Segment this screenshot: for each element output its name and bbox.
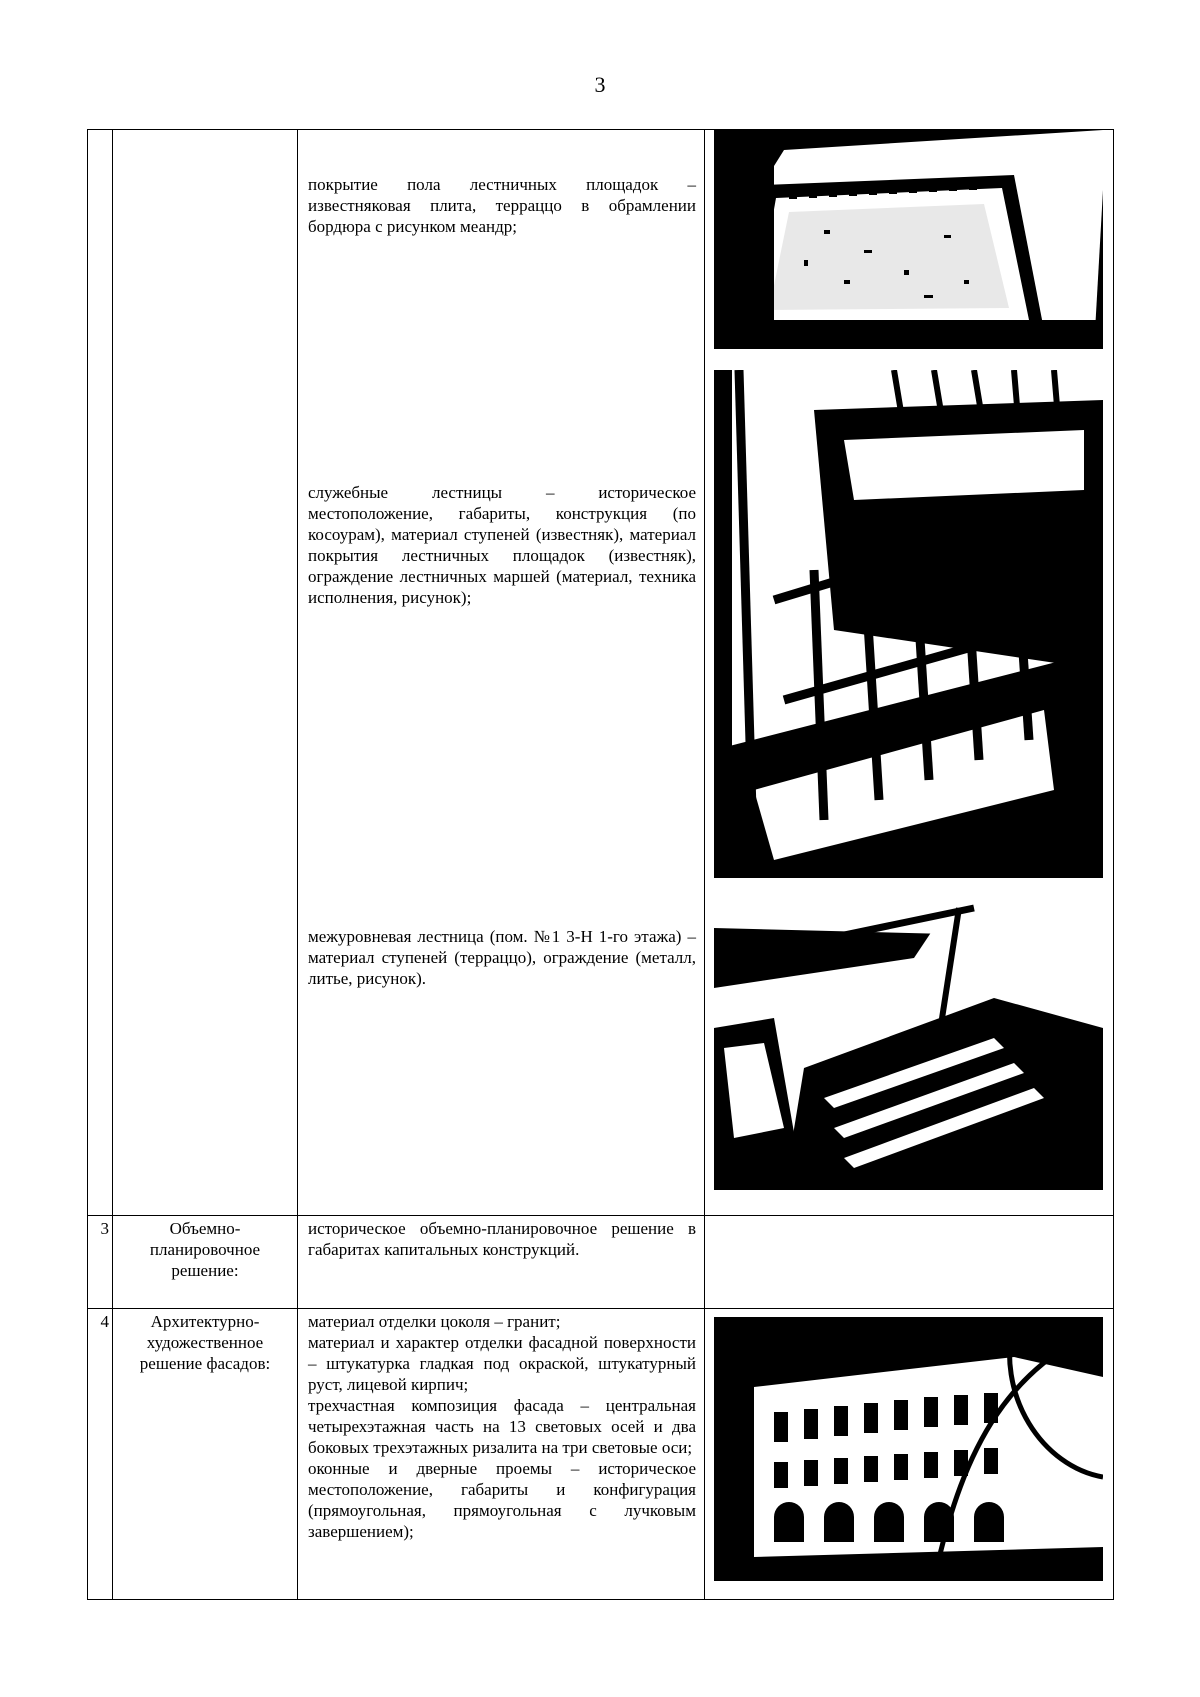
row-label: Архитектурно-художественное решение фасадов:	[113, 1309, 298, 1600]
service-staircase-text: служебные лестницы – историческое местоположение, габариты, конструкция (по косоурам), материал ступеней (известняк), материал покрытия лестничных площадок (известняк), ограждение лестничных маршей (материал, техника исполнения, рисунок);	[308, 483, 696, 607]
volume-planning-text: историческое объемно-планировочное решение в габаритах капитальных конструкций.	[308, 1219, 696, 1259]
row-text-cell	[298, 1309, 705, 1600]
inter-level-staircase-photo	[714, 898, 1103, 1190]
row-number: 3	[88, 1216, 113, 1309]
stair-landing-meander-floor-photo	[714, 130, 1103, 349]
inter-level-staircase-text: межуровневая лестница (пом. №1 3-Н 1-го этажа) – материал ступеней (терраццо), ограждение (металл, литье, рисунок).	[308, 927, 696, 988]
facade-paragraph: трехчастная композиция фасада – центральная четырехэтажная часть на 13 световых осей и два боковых трехэтажных ризалита на три световые оси;	[308, 1396, 696, 1457]
row-photo-cell	[705, 1309, 1114, 1600]
facade-paragraph: материал и характер отделки фасадной поверхности – штукатурка гладкая под окраской, штукатурный руст, лицевой кирпич;	[308, 1333, 696, 1394]
row-photo-cell-empty	[705, 1216, 1114, 1309]
table-row-continued	[88, 130, 1114, 1216]
table-row-4	[88, 1309, 1114, 1600]
page-number: 3	[594, 72, 606, 97]
monument-subject-table	[87, 129, 1114, 1600]
row-number: 4	[88, 1309, 113, 1600]
building-facade-photo	[714, 1317, 1103, 1581]
facade-paragraph: оконные и дверные проемы – историческое местоположение, габариты и конфигурация (прямоугольная, прямоугольная с лучковым завершением);	[308, 1459, 696, 1541]
facade-paragraph: материал отделки цоколя – гранит;	[308, 1312, 561, 1331]
stair-landing-floor-text: покрытие пола лестничных площадок – известняковая плита, терраццо в обрамлении бордюра с рисунком меандр;	[308, 175, 696, 236]
row-photo-cell	[705, 130, 1114, 1216]
row-number-cell	[88, 130, 113, 1216]
row-label-cell	[113, 130, 298, 1216]
row-label: Объемно-планировочное решение:	[113, 1216, 298, 1309]
row-text-cell	[298, 1216, 705, 1309]
row-text-cell	[298, 130, 705, 1216]
service-staircase-railing-photo	[714, 370, 1103, 878]
table-row-3	[88, 1216, 1114, 1309]
